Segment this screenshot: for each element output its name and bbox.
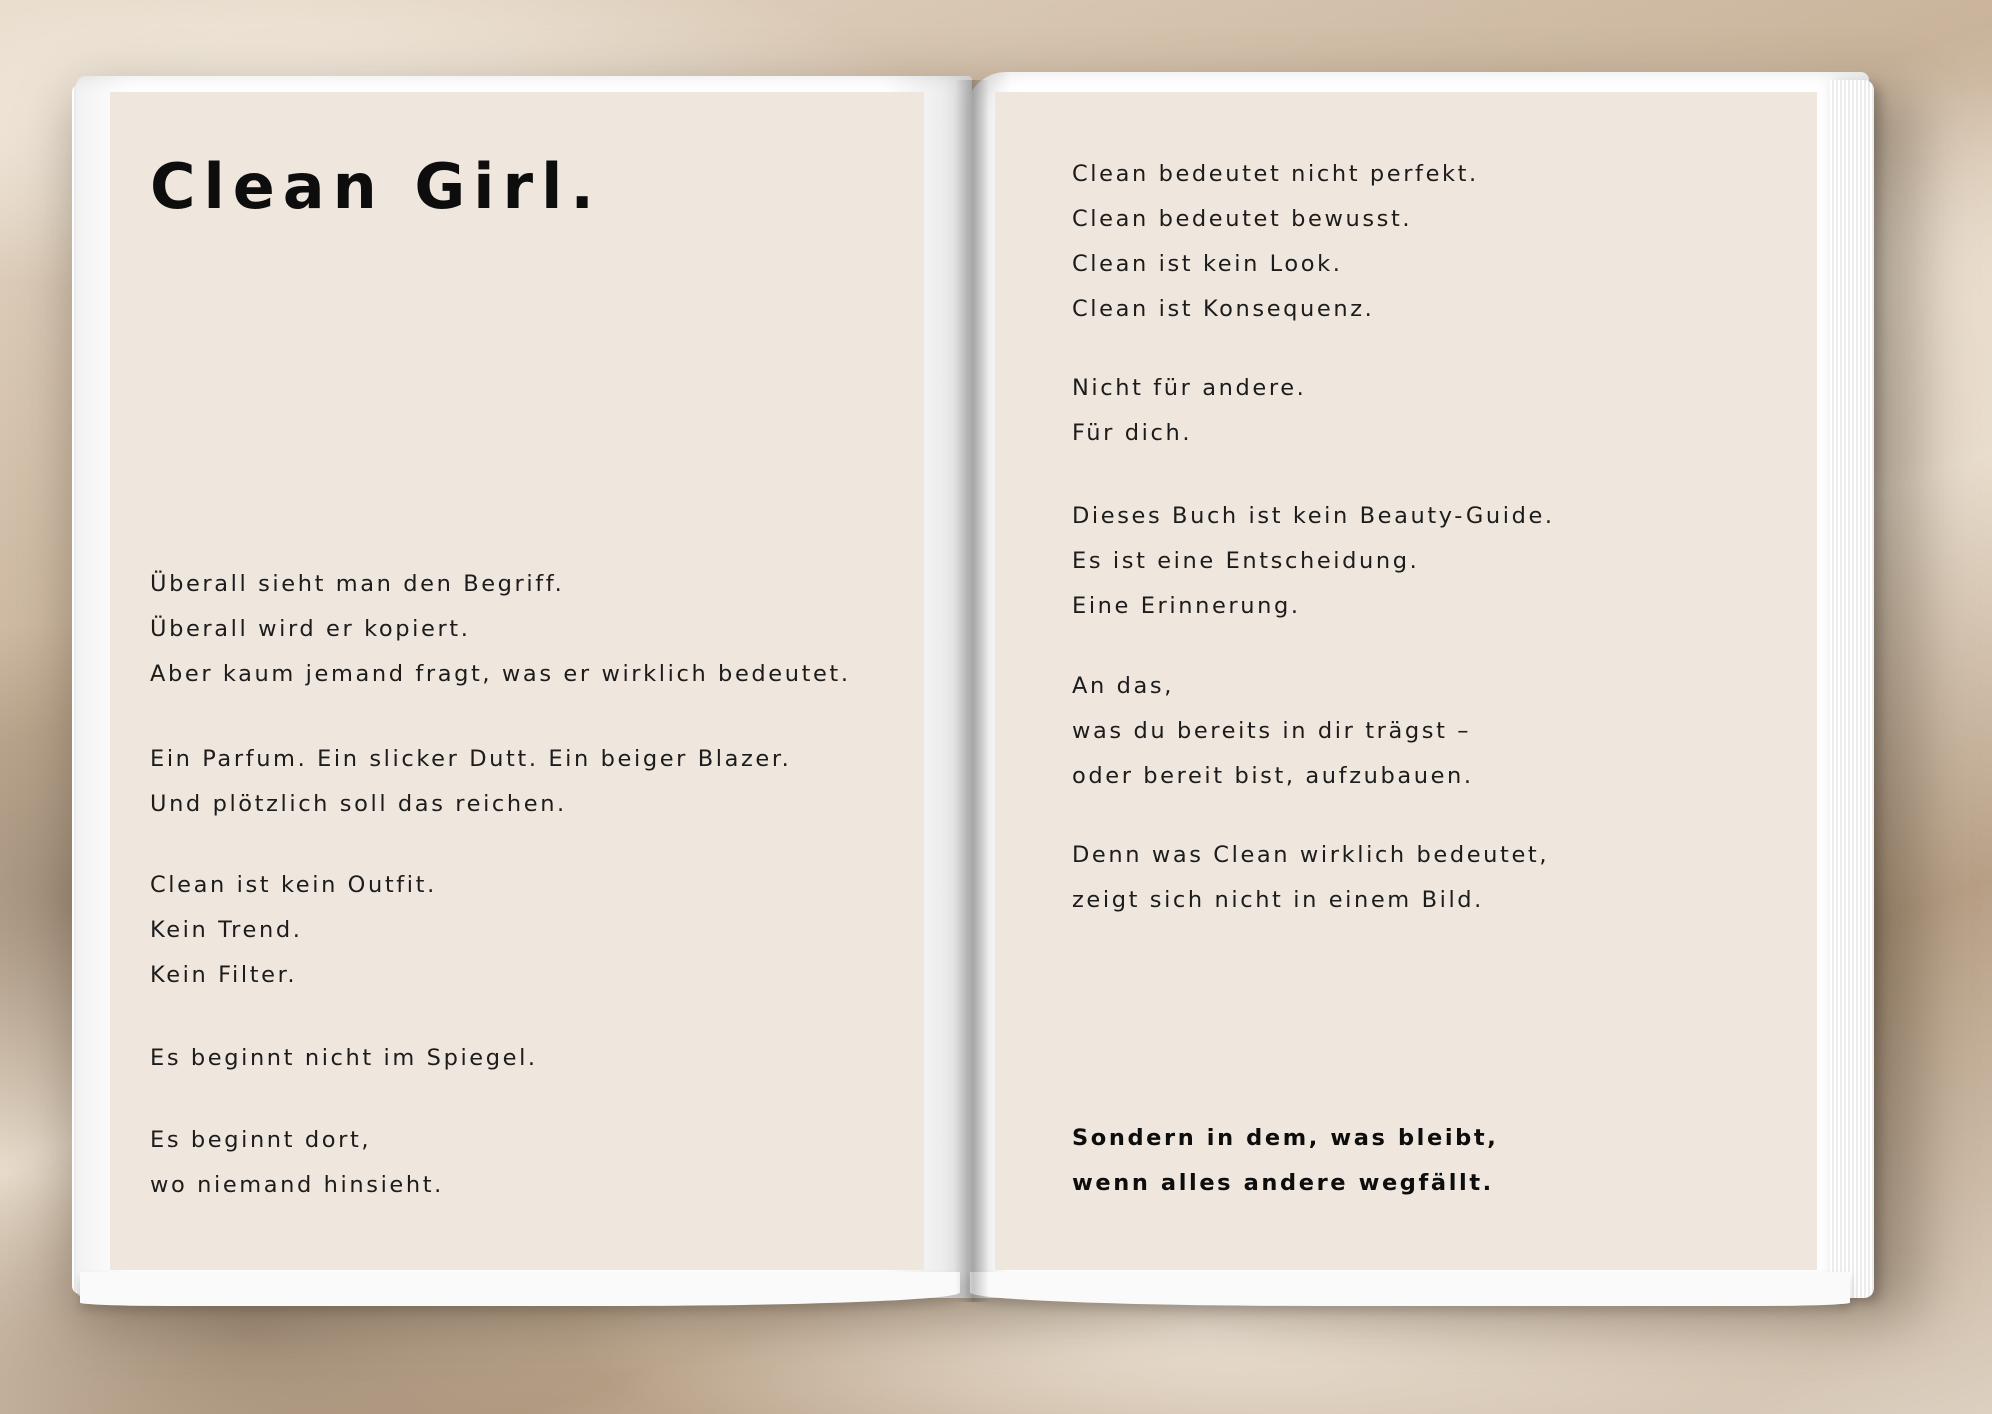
right-paragraph-2 xyxy=(1072,366,1306,456)
left-paragraph-3 xyxy=(150,863,437,998)
right-page-stack xyxy=(1830,80,1874,1298)
right-paragraph-4 xyxy=(1072,664,1474,799)
text-line: Aber kaum jemand fragt, was er wirklich bedeutet. xyxy=(150,661,851,687)
text-line: Es beginnt nicht im Spiegel. xyxy=(150,1045,538,1071)
text-line: Eine Erinnerung. xyxy=(1072,593,1301,619)
text-line: Denn was Clean wirklich bedeutet, xyxy=(1072,842,1550,868)
text-line: wenn alles andere wegfällt. xyxy=(1072,1170,1494,1196)
text-line: Dieses Buch ist kein Beauty-Guide. xyxy=(1072,503,1555,529)
text-line: Überall wird er kopiert. xyxy=(150,616,471,642)
text-line: Kein Trend. xyxy=(150,917,303,943)
text-line: Es ist eine Entscheidung. xyxy=(1072,548,1420,574)
text-line: oder bereit bist, aufzubauen. xyxy=(1072,763,1474,789)
right-paragraph-5 xyxy=(1072,833,1549,923)
left-page-curl xyxy=(80,1272,960,1306)
text-line: was du bereits in dir trägst – xyxy=(1072,718,1472,744)
right-paragraph-1 xyxy=(1072,152,1479,332)
book-gutter xyxy=(955,80,989,1302)
left-paragraph-2 xyxy=(150,737,791,827)
right-page-curl xyxy=(970,1272,1850,1306)
text-line: zeigt sich nicht in einem Bild. xyxy=(1072,887,1484,913)
text-line: Clean ist kein Outfit. xyxy=(150,872,437,898)
closing-statement xyxy=(1072,1116,1498,1206)
text-line: Überall sieht man den Begriff. xyxy=(150,571,565,597)
left-paragraph-5 xyxy=(150,1118,444,1208)
text-line: Es beginnt dort, xyxy=(150,1127,372,1153)
text-line: Und plötzlich soll das reichen. xyxy=(150,791,567,817)
text-line: wo niemand hinsieht. xyxy=(150,1172,444,1198)
right-paragraph-3 xyxy=(1072,494,1555,629)
text-line: Kein Filter. xyxy=(150,962,298,988)
text-line: Clean ist kein Look. xyxy=(1072,251,1343,277)
text-line: Für dich. xyxy=(1072,420,1193,446)
text-line: Sondern in dem, was bleibt, xyxy=(1072,1125,1499,1151)
right-page xyxy=(995,92,1817,1270)
text-line: Nicht für andere. xyxy=(1072,375,1307,401)
page-title: Clean Girl. xyxy=(150,150,602,223)
text-line: Ein Parfum. Ein slicker Dutt. Ein beiger Blazer. xyxy=(150,746,792,772)
text-line: An das, xyxy=(1072,673,1174,699)
text-line: Clean bedeutet nicht perfekt. xyxy=(1072,161,1479,187)
left-paragraph-1 xyxy=(150,562,851,697)
left-page xyxy=(110,92,924,1270)
text-line: Clean ist Konsequenz. xyxy=(1072,296,1375,322)
text-line: Clean bedeutet bewusst. xyxy=(1072,206,1413,232)
left-paragraph-4 xyxy=(150,1036,538,1081)
